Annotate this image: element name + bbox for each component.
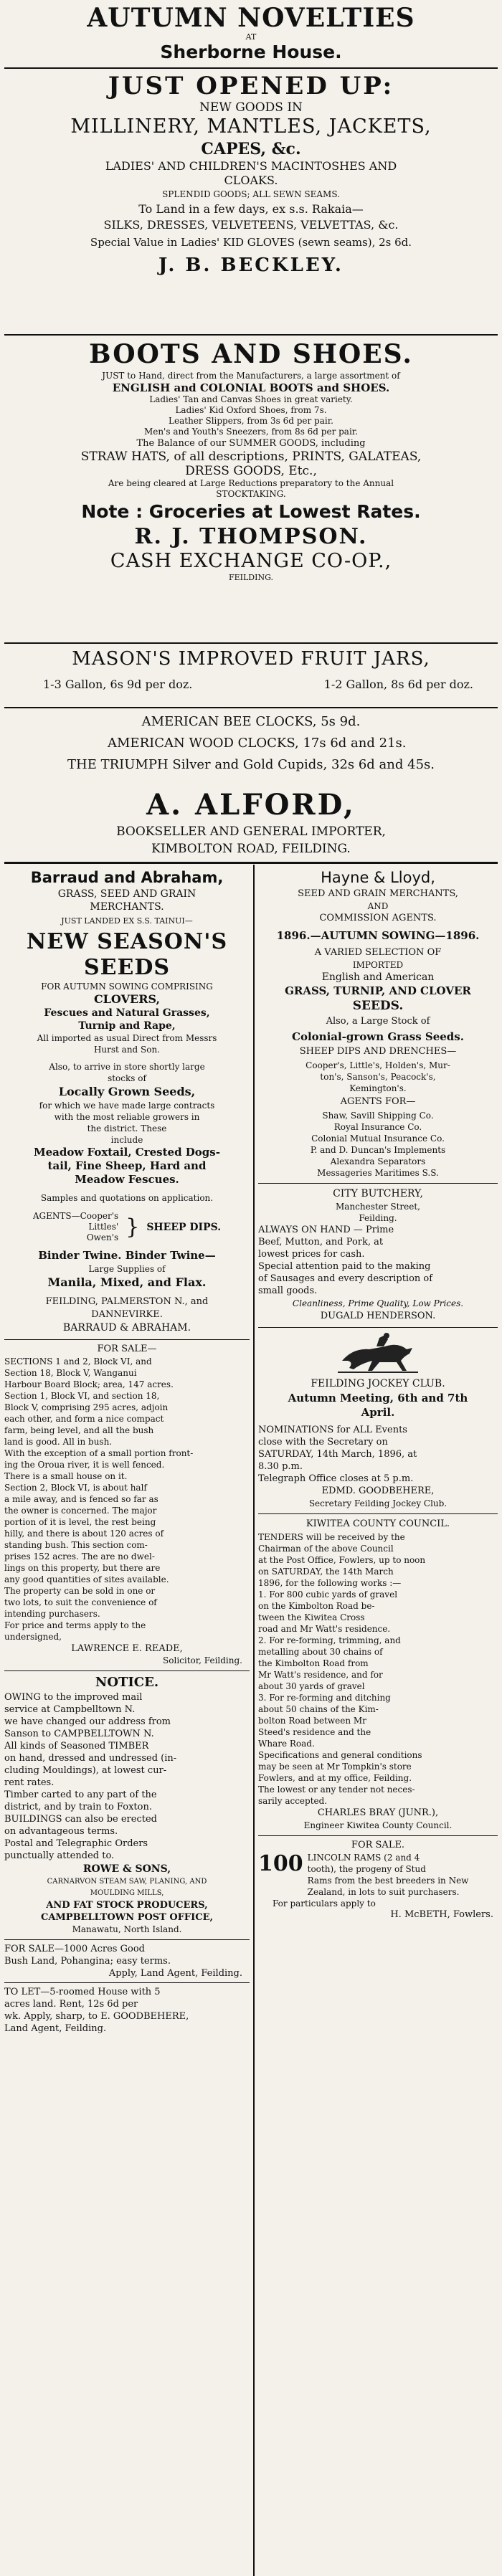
boots-l3: Ladies' Tan and Canvas Shoes in great variety. (149, 394, 353, 404)
hayne-advert (258, 868, 498, 1179)
hayne-l10: ton's, Sanson's, Peacock's, (320, 1072, 436, 1082)
clocks-advert (0, 711, 502, 776)
butchery-town: Feilding. (359, 1213, 397, 1223)
rams-line: Zealand, in lots to suit purchasers. (307, 1887, 460, 1897)
wood-clocks: AMERICAN WOOD CLOCKS, 17s 6d and 21s. (108, 736, 407, 751)
alford-l1: BOOKSELLER AND GENERAL IMPORTER, (116, 824, 386, 839)
for-sale-line: farm, being level, and all the bush (4, 1425, 154, 1435)
bush-l2: Bush Land, Pohangina; easy terms. (4, 1956, 171, 1967)
kiwitea-line: about 50 chains of the Kim- (258, 1704, 379, 1714)
bush-l3: Apply, Land Agent, Feilding. (108, 1968, 242, 1979)
rams-number: 100 (258, 1851, 303, 1876)
jockey-body (258, 1424, 498, 1485)
kiwitea-line: 3. For re-forming and ditching (258, 1693, 391, 1703)
hayne-l5: SEEDS. (352, 999, 404, 1013)
cloaks-line: CLOAKS. (224, 174, 278, 187)
agents-label: AGENTS—Cooper's (32, 1211, 119, 1221)
kiwitea-line: Specifications and general conditions (258, 1750, 422, 1760)
column-divider (253, 865, 255, 2576)
barraud-l14: Meadow Foxtail, Crested Dogs- (34, 1146, 220, 1159)
kiwitea-line: road and Mr Watt's residence. (258, 1624, 391, 1634)
butchery-line: small goods. (258, 1285, 318, 1296)
capes-line: CAPES, &c. (201, 140, 301, 158)
hayne-l4: GRASS, TURNIP, AND CLOVER (285, 984, 471, 997)
jockey-line: close with the Secretary on (258, 1437, 388, 1448)
millinery-line: MILLINERY, MANTLES, JACKETS, (70, 115, 432, 138)
divider (258, 1513, 498, 1514)
kiwitea-line: TENDERS will be received by the (258, 1532, 405, 1542)
notice-line: cluding Mouldings), at lowest cur- (4, 1765, 167, 1776)
kiwitea-signature-2: Engineer Kiwitea County Council. (303, 1820, 453, 1830)
barraud-l15: tail, Fine Sheep, Hard and (47, 1159, 207, 1172)
jockey-line: NOMINATIONS for ALL Events (258, 1425, 407, 1435)
splendid-line: SPLENDID GOODS; ALL SEWN SEAMS. (162, 189, 340, 199)
barraud-l17: Samples and quotations on application. (40, 1193, 214, 1203)
let-l4: Land Agent, Feilding. (4, 2023, 107, 2034)
notice-line: All kinds of Seasoned TIMBER (4, 1741, 149, 1752)
for-sale-line: each other, and form a nice compact (4, 1414, 164, 1424)
for-sale-line: prises 152 acres. The are no dwel- (4, 1551, 155, 1562)
hayne-l3: English and American (321, 971, 435, 983)
rams-line: tooth), the progeny of Stud (307, 1864, 426, 1874)
mason-price-small: 1-3 Gallon, 6s 9d per doz. (43, 678, 193, 691)
hayne-l2: IMPORTED (352, 960, 404, 970)
kiwitea-line: on the Kimbolton Road be- (258, 1601, 375, 1611)
for-sale-line: undersigned, (4, 1632, 62, 1642)
for-sale-line: SECTIONS 1 and 2, Block VI, and (4, 1356, 152, 1367)
kiwitea-line: Steed's residence and the (258, 1727, 371, 1737)
barraud-l8: stocks of (108, 1073, 146, 1083)
jockey-meet-2: April. (361, 1406, 395, 1419)
rams-advert (258, 1839, 498, 1921)
hayne-sub2: AND (367, 901, 389, 911)
kiwitea-title: KIWITEA COUNTY COUNCIL. (306, 1518, 450, 1529)
jockey-signature-2: Secretary Feilding Jockey Club. (308, 1498, 447, 1508)
kiwitea-signature: CHARLES BRAY (JUNR.), (317, 1807, 439, 1818)
hayne-l15: Colonial Mutual Insurance Co. (311, 1133, 445, 1144)
for-sale-line: For price and terms apply to the (4, 1620, 146, 1630)
for-sale-line: any good quantities of sites available. (4, 1574, 169, 1584)
kiwitea-line: tween the Kiwitea Cross (258, 1612, 365, 1622)
gloves-line: Special Value in Ladies' KID GLOVES (sewn seams), 2s 6d. (90, 236, 412, 249)
divider (4, 1339, 250, 1340)
at-label: AT (245, 33, 257, 42)
divider (4, 1939, 250, 1940)
store-name: Sherborne House. (160, 42, 342, 62)
kiwitea-body (258, 1531, 498, 1807)
boots-l7: The Balance of our SUMMER GOODS, including (136, 438, 366, 449)
cupids: THE TRIUMPH Silver and Gold Cupids, 32s 6d and 45s. (67, 757, 435, 772)
kiwitea-line: Chairman of the above Council (258, 1544, 394, 1554)
alford-advert (0, 787, 502, 857)
boots-l8: STRAW HATS, of all descriptions, PRINTS, GALATEAS, (80, 450, 422, 464)
for-sale-line: a mile away, and is fenced so far as (4, 1494, 158, 1504)
opened-title: JUST OPENED UP: (108, 72, 394, 100)
divider (4, 642, 498, 644)
left-column (4, 868, 250, 2035)
let-l2: acres land. Rent, 12s 6d per (4, 1999, 138, 2010)
kiwitea-advert (258, 1517, 498, 1831)
mason-price-large: 1-2 Gallon, 8s 6d per doz. (323, 678, 473, 691)
jockey-advert (258, 1332, 498, 1509)
butchery-body (258, 1224, 498, 1297)
rams-line: LINCOLN RAMS (2 and 4 (307, 1853, 420, 1863)
mason-advert (0, 647, 502, 693)
notice-signature-2: CARNARVON STEAM SAW, PLANING, AND (47, 1878, 207, 1886)
kiwitea-line: Mr Watt's residence, and for (258, 1670, 383, 1680)
hayne-l7: Colonial-grown Grass Seeds. (292, 1030, 464, 1043)
jockey-line: 8.30 p.m. (258, 1461, 303, 1472)
barraud-l11: with the most reliable growers in (54, 1112, 200, 1122)
for-sale-line: standing bush. This section com- (4, 1540, 148, 1550)
kiwitea-line: sarily accepted. (258, 1796, 328, 1806)
boots-l4: Ladies' Kid Oxford Shoes, from 7s. (175, 405, 327, 415)
autumn-novelties-header (0, 3, 502, 63)
hayne-l12: AGENTS FOR— (340, 1096, 416, 1107)
sheep-dips-label: SHEEP DIPS. (146, 1221, 222, 1233)
notice-line: on advantageous terms. (4, 1826, 118, 1837)
butchery-advert (258, 1187, 498, 1323)
jockey-signature: EDMD. GOODBEHERE, (321, 1486, 435, 1496)
kiwitea-line: the Kimbolton Road from (258, 1658, 369, 1668)
boots-l1: JUST to Hand, direct from the Manufacturers, a large assortment of (102, 371, 400, 381)
notice-body (4, 1691, 250, 1862)
agents-label-2: Littles' (88, 1222, 119, 1232)
groceries-note: Note : Groceries at Lowest Rates. (81, 501, 421, 522)
notice-line: BUILDINGS can also be erected (4, 1814, 157, 1825)
barraud-l12: the district. These (87, 1123, 167, 1133)
barraud-sub1: GRASS, SEED AND GRAIN (57, 888, 196, 900)
divider (4, 862, 498, 864)
boots-l6: Men's and Youth's Sneezers, from 8s 6d per pair. (143, 427, 359, 437)
notice-signature-4: AND FAT STOCK PRODUCERS, (46, 1900, 208, 1911)
for-sale-line: Section 2, Block VI, is about half (4, 1483, 147, 1493)
hayne-sow: 1896.—AUTUMN SOWING—1896. (276, 929, 480, 942)
barraud-towns: FEILDING, PALMERSTON N., and (45, 1296, 209, 1307)
kiwitea-line: 2. For re-forming, trimming, and (258, 1635, 401, 1645)
barraud-sub2: MERCHANTS. (90, 901, 164, 913)
butchery-signature: DUGALD HENDERSON. (320, 1311, 436, 1321)
notice-line: Sanson to CAMPBELLTOWN N. (4, 1729, 154, 1739)
for-sale-line: Section 1, Block VI, and section 18, (4, 1391, 160, 1401)
opened-sub: NEW GOODS IN (199, 100, 303, 115)
barraud-l1: FOR AUTUMN SOWING COMPRISING (41, 982, 213, 992)
to-land-line: To Land in a few days, ex s.s. Rakaia— (138, 202, 364, 216)
alford-l2: KIMBOLTON ROAD, FEILDING. (151, 842, 351, 856)
hayne-l1: A VARIED SELECTION OF (314, 947, 442, 958)
kiwitea-line: about 30 yards of gravel (258, 1681, 365, 1691)
for-sale-line: land is good. All in bush. (4, 1437, 113, 1447)
divider (4, 1982, 250, 1983)
beckley-advert (0, 72, 502, 278)
boots-title: BOOTS AND SHOES. (89, 339, 413, 369)
butchery-addr: Manchester Street, (336, 1202, 420, 1212)
bush-l1: FOR SALE—1000 Acres Good (4, 1944, 145, 1954)
butchery-line: Beef, Mutton, and Pork, at (258, 1237, 384, 1247)
jockey-title: FEILDING JOCKEY CLUB. (311, 1378, 445, 1389)
butchery-line: lowest prices for cash. (258, 1249, 365, 1260)
notice-line: punctually attended to. (4, 1850, 115, 1861)
kiwitea-line: may be seen at Mr Tompkin's store (258, 1762, 412, 1772)
thompson-advert (0, 338, 502, 583)
coop-name: CASH EXCHANGE CO-OP., (110, 550, 392, 572)
for-sale-signature-2: Solicitor, Feilding. (163, 1655, 242, 1665)
bee-clocks: AMERICAN BEE CLOCKS, 5s 9d. (141, 714, 361, 729)
kiwitea-line: at the Post Office, Fowlers, up to noon (258, 1555, 426, 1565)
kiwitea-line: 1. For 800 cubic yards of gravel (258, 1589, 398, 1600)
butchery-motto: Cleanliness, Prime Quality, Low Prices. (292, 1298, 464, 1308)
divider (258, 1327, 498, 1328)
kiwitea-line: 1896, for the following works :— (258, 1578, 402, 1588)
barraud-l3: Fescues and Natural Grasses, (44, 1007, 210, 1019)
notice-line: on hand, dressed and undressed (in- (4, 1753, 177, 1764)
jockey-line: SATURDAY, 14th March, 1896, at (258, 1449, 417, 1460)
right-column (258, 868, 498, 1921)
notice-advert (4, 1674, 250, 1935)
notice-line: Postal and Telegraphic Orders (4, 1838, 148, 1849)
barraud-l2: CLOVERS, (93, 992, 161, 1006)
barraud-towns-2: DANNEVIRKE. (91, 1309, 163, 1320)
twine-l2: Large Supplies of (88, 1264, 166, 1274)
divider (4, 1670, 250, 1671)
boots-l5: Leather Slippers, from 3s 6d per pair. (169, 416, 333, 426)
notice-signature-5: CAMPBELLTOWN POST OFFICE, (40, 1912, 214, 1923)
kiwitea-line: bolton Road between Mr (258, 1716, 366, 1726)
hayne-sub3: COMMISSION AGENTS. (319, 913, 437, 923)
kiwitea-line: Whare Road. (258, 1739, 315, 1749)
for-sale-line: lings on this property, but there are (4, 1563, 161, 1573)
barraud-landed: JUST LANDED EX S.S. TAINUI— (61, 916, 193, 926)
seeds-title-1: NEW SEASON'S (26, 929, 228, 954)
mason-title: MASON'S IMPROVED FRUIT JARS, (72, 648, 430, 670)
brace: } (126, 1215, 140, 1240)
kiwitea-line: Fowlers, and at my office, Feilding. (258, 1773, 412, 1783)
notice-title: NOTICE. (95, 1675, 159, 1690)
butchery-line: ALWAYS ON HAND — Prime (258, 1225, 394, 1235)
hayne-l8: SHEEP DIPS AND DRENCHES— (299, 1046, 457, 1057)
bush-land-advert (4, 1943, 250, 1979)
boots-l9: DRESS GOODS, Etc., (185, 464, 317, 478)
rams-body (308, 1852, 469, 1898)
beckley-name: J. B. BECKLEY. (158, 255, 344, 276)
boots-l11: STOCKTAKING. (216, 489, 286, 499)
hayne-title: Hayne & Lloyd, (321, 869, 435, 886)
hayne-l16: P. and D. Duncan's Implements (310, 1145, 446, 1155)
boots-l10: Are being cleared at Large Reductions preparatory to the Annual (108, 478, 394, 488)
divider (4, 334, 498, 336)
for-sale-line: portion of it is level, the rest being (4, 1517, 156, 1527)
notice-signature-3: MOULDING MILLS, (90, 1889, 164, 1897)
barraud-l9: Locally Grown Seeds, (58, 1085, 196, 1098)
divider (4, 67, 498, 69)
for-sale-line: Block V, comprising 295 acres, adjoin (4, 1402, 169, 1412)
let-l1: TO LET—5-roomed House with 5 (4, 1987, 161, 1997)
butchery-line: Special attention paid to the making (258, 1261, 431, 1272)
barraud-l6: Hurst and Son. (93, 1045, 161, 1055)
for-sale-line: Harbour Board Block; area, 147 acres. (4, 1379, 174, 1389)
for-sale-line: ing the Oroua river, it is well fenced. (4, 1460, 165, 1470)
headline: AUTUMN NOVELTIES (87, 3, 415, 33)
for-sale-advert (4, 1343, 250, 1666)
barraud-advert (4, 868, 250, 1335)
kiwitea-line: on SATURDAY, the 14th March (258, 1567, 394, 1577)
silks-line: SILKS, DRESSES, VELVETEENS, VELVETTAS, &c. (103, 218, 399, 232)
hayne-l17: Alexandra Separators (330, 1156, 426, 1166)
jockey-meet-1: Autumn Meeting, 6th and 7th (288, 1392, 468, 1405)
barraud-l13: include (110, 1135, 143, 1145)
barraud-l16: Meadow Fescues. (75, 1173, 179, 1186)
butchery-title: CITY BUTCHERY, (333, 1188, 423, 1199)
let-l3: wk. Apply, sharp, to E. GOODBEHERE, (4, 2011, 189, 2022)
for-sale-line: Section 18, Block V, Wanganui (4, 1368, 137, 1378)
barraud-l10: for which we have made large contracts (39, 1101, 215, 1111)
boots-l2: ENGLISH and COLONIAL BOOTS and SHOES. (112, 381, 390, 394)
notice-line: OWING to the improved mail (4, 1692, 143, 1703)
for-sale-title: FOR SALE— (97, 1344, 157, 1354)
rams-apply: For particulars apply to (273, 1898, 376, 1909)
racehorse-jockey-icon (335, 1332, 421, 1374)
butchery-line: of Sausages and every description of (258, 1273, 433, 1284)
for-sale-line: the owner is concerned. The major (4, 1506, 157, 1516)
hayne-l14: Royal Insurance Co. (333, 1122, 422, 1132)
hayne-l18: Messageries Maritimes S.S. (317, 1168, 439, 1178)
for-sale-body (4, 1356, 250, 1643)
notice-line: district, and by train to Foxton. (4, 1802, 152, 1812)
hayne-l6: Also, a Large Stock of (326, 1016, 430, 1027)
twine-line: Binder Twine. Binder Twine— (38, 1249, 216, 1262)
barraud-l4: Turnip and Rape, (78, 1020, 176, 1032)
for-sale-line: The property can be sold in one or (4, 1586, 156, 1596)
for-sale-line: hilly, and there is about 120 acres of (4, 1529, 164, 1539)
divider (258, 1835, 498, 1836)
for-sale-line: There is a small house on it. (4, 1471, 128, 1481)
feilding-label: FEILDING. (229, 573, 273, 582)
to-let-advert (4, 1986, 250, 2035)
twine-l3: Manila, Mixed, and Flax. (47, 1275, 207, 1289)
notice-signature-6: Manawatu, North Island. (72, 1924, 182, 1934)
barraud-l7: Also, to arrive in store shortly large (49, 1062, 205, 1072)
notice-line: service at Campbelltown N. (4, 1704, 136, 1715)
alford-name: A. ALFORD, (146, 788, 356, 822)
hayne-sub1: SEED AND GRAIN MERCHANTS, (298, 888, 458, 899)
divider (258, 1183, 498, 1184)
for-sale-line: intending purchasers. (4, 1609, 100, 1619)
jockey-line: Telegraph Office closes at 5 p.m. (258, 1473, 414, 1484)
thompson-name: R. J. THOMPSON. (134, 524, 368, 549)
notice-line: Timber carted to any part of the (4, 1790, 157, 1800)
agents-label-3: Owen's (86, 1232, 119, 1242)
barraud-title: Barraud and Abraham, (30, 869, 224, 886)
rams-signature: H. McBETH, Fowlers. (390, 1909, 493, 1920)
notice-line: rent rates. (4, 1777, 55, 1788)
notice-signature: ROWE & SONS, (82, 1863, 171, 1875)
rams-title: FOR SALE. (351, 1840, 405, 1850)
hayne-l9: Cooper's, Little's, Holden's, Mur- (306, 1060, 450, 1070)
ladies-line: LADIES' AND CHILDREN'S MACINTOSHES AND (105, 159, 397, 173)
kiwitea-line: metalling about 30 chains of (258, 1647, 383, 1657)
seeds-title-2: SEEDS (83, 955, 171, 980)
barraud-l5: All imported as usual Direct from Messrs (37, 1033, 217, 1043)
kiwitea-line: The lowest or any tender not neces- (258, 1784, 415, 1795)
for-sale-signature: LAWRENCE E. READE, (71, 1643, 183, 1654)
hayne-l13: Shaw, Savill Shipping Co. (322, 1111, 434, 1121)
hayne-l11: Kemington's. (349, 1083, 407, 1093)
notice-line: we have changed our address from (4, 1716, 171, 1727)
for-sale-line: With the exception of a small portion front- (4, 1448, 194, 1458)
divider (4, 707, 498, 708)
for-sale-line: two lots, to suit the convenience of (4, 1597, 157, 1607)
barraud-signature: BARRAUD & ABRAHAM. (62, 1322, 191, 1334)
rams-line: Rams from the best breeders in New (307, 1876, 469, 1886)
